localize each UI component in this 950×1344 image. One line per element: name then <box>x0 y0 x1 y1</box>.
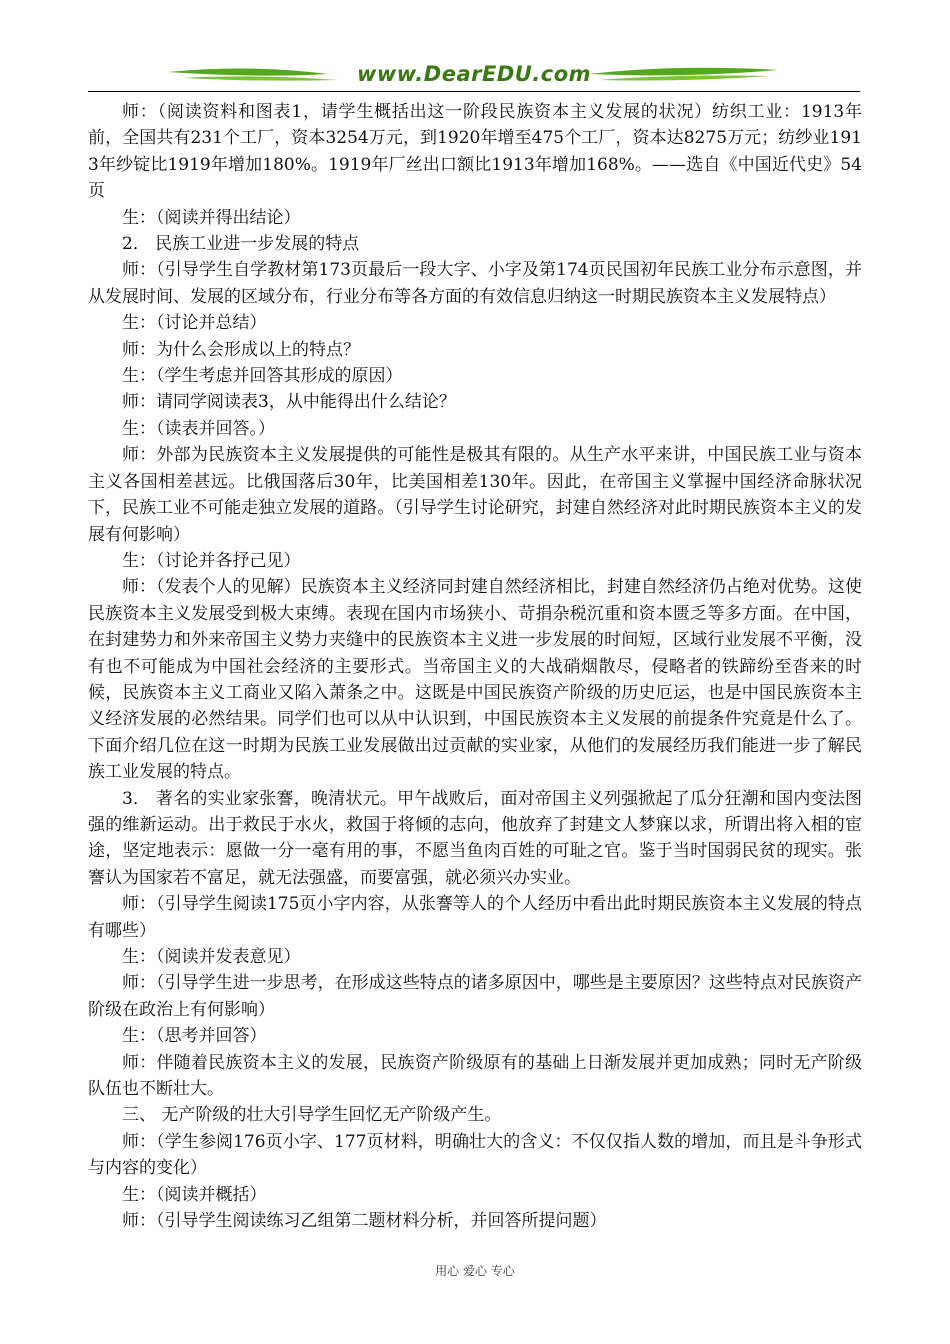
paragraph: 师：（引导学生阅读练习乙组第二题材料分析，并回答所提问题） <box>122 1211 607 1232</box>
section-heading: 2． 民族工业进一步发展的特点 <box>122 234 360 255</box>
paragraph: 师：（发表个人的见解）民族资本主义经济同封建自然经济相比，封建自然经济仍占绝对优势。这使民族资本主义发展受到极大束缚。表现在国内市场狭小、苛捐杂税沉重和资本匮乏等多方面。在中国，在封建势力和外来帝国主义势力夹缝中的民族资本主义进一步发展的时间短，区域行业发展不平衡，没有也不可能成为中国社会经济的主要形式。当帝国主义的大战硝烟散尽，侵略者的铁蹄纷至沓来的时候，民族资本主义工商业又陷入萧条之中。这既是中国民族资产阶级的历史厄运，也是中国民族资本主义经济发展的必然结果。同学们也可以从中认识到，中国民族资本主义发展的前提条件究竟是什么了。下面介绍几位在这一时期为民族工业发展做出过贡献的实业家，从他们的发展经历我们能进一步了解民族工业发展的特点。 <box>88 577 862 783</box>
paragraph: 生：（读表并回答。） <box>122 418 275 439</box>
section-heading: 三、 无产阶级的壮大引导学生回忆无产阶级产生。 <box>122 1105 502 1126</box>
paragraph: 师：伴随着民族资本主义的发展，民族资产阶级原有的基础上日渐发展并更加成熟；同时无产阶级队伍也不断壮大。 <box>88 1052 862 1100</box>
paragraph: 师：（引导学生阅读175页小字内容，从张謇等人的个人经历中看出此时期民族资本主义发展的特点有哪些） <box>88 894 862 941</box>
page-header <box>88 58 860 92</box>
paragraph: 师：请同学阅读表3，从中能得出什么结论？ <box>122 392 456 413</box>
section-heading: 3． 著名的实业家张謇，晚清状元。甲午战败后，面对帝国主义列强掀起了瓜分狂潮和国内变法图强的维新运动。出于救民于水火，救国于将倾的志向，他放弃了封建文人梦寐以求，所谓出将入相的宦途，坚定地表示：愿做一分一毫有用的事，不愿当鱼肉百姓的可耻之官。鉴于当时国弱民贫的现实。张謇认为国家若不富足，就无法强盛，而要富强，就必须兴办实业。 <box>88 788 862 888</box>
paragraph: 生：（阅读并概括） <box>122 1184 267 1205</box>
paragraph: 生：（讨论并总结） <box>122 313 267 334</box>
paragraph: 师：（学生参阅176页小字、177页材料，明确壮大的含义：不仅仅指人数的增加，而且是斗争形式与内容的变化） <box>88 1131 862 1179</box>
document-body <box>88 99 862 1234</box>
paragraph: 师：（引导学生自学教材第173页最后一段大字、小字及第174页民国初年民族工业分布示意图，并从发展时间、发展的区域分布，行业分布等各方面的有效信息归纳这一时期民族资本主义发展特点） <box>88 260 862 307</box>
paragraph: 师：（阅读资料和图表1，请学生概括出这一阶段民族资本主义发展的状况）纺织工业：1913年前，全国共有231个工厂，资本3254万元，到1920年增至475个工厂，资本达8275万元；纺纱业1913年纱锭比1919年增加180%。1919年厂丝出口额比1913年增加168%。——选自《中国近代史》54页 <box>88 102 862 202</box>
paragraph: 生：（思考并回答） <box>122 1026 267 1047</box>
paragraph: 生：（学生考虑并回答其形成的原因） <box>122 366 403 387</box>
paragraph: 生：（阅读并发表意见） <box>122 947 301 967</box>
paragraph: 生：（讨论并各抒己见） <box>122 550 301 571</box>
paragraph: 师：为什么会形成以上的特点？ <box>122 339 360 360</box>
paragraph: 生：（阅读并得出结论） <box>122 207 301 228</box>
paragraph: 师：（引导学生进一步思考，在形成这些特点的诸多原因中，哪些是主要原因？这些特点对民族资产阶级在政治上有何影响） <box>88 973 862 1020</box>
paragraph: 师：外部为民族资本主义发展提供的可能性是极其有限的。从生产水平来讲，中国民族工业与资本主义各国相差甚远。比俄国落后30年，比美国相差130年。因此，在帝国主义掌握中国经济命脉状况下，民族工业不可能走独立发展的道路。（引导学生讨论研究，封建自然经济对此时期民族资本主义的发展有何影响） <box>88 445 862 545</box>
header-divider <box>88 91 860 92</box>
page-footer: 用心 爱心 专心 <box>435 1264 515 1278</box>
site-logo: www.DearEDU.com <box>356 62 592 86</box>
